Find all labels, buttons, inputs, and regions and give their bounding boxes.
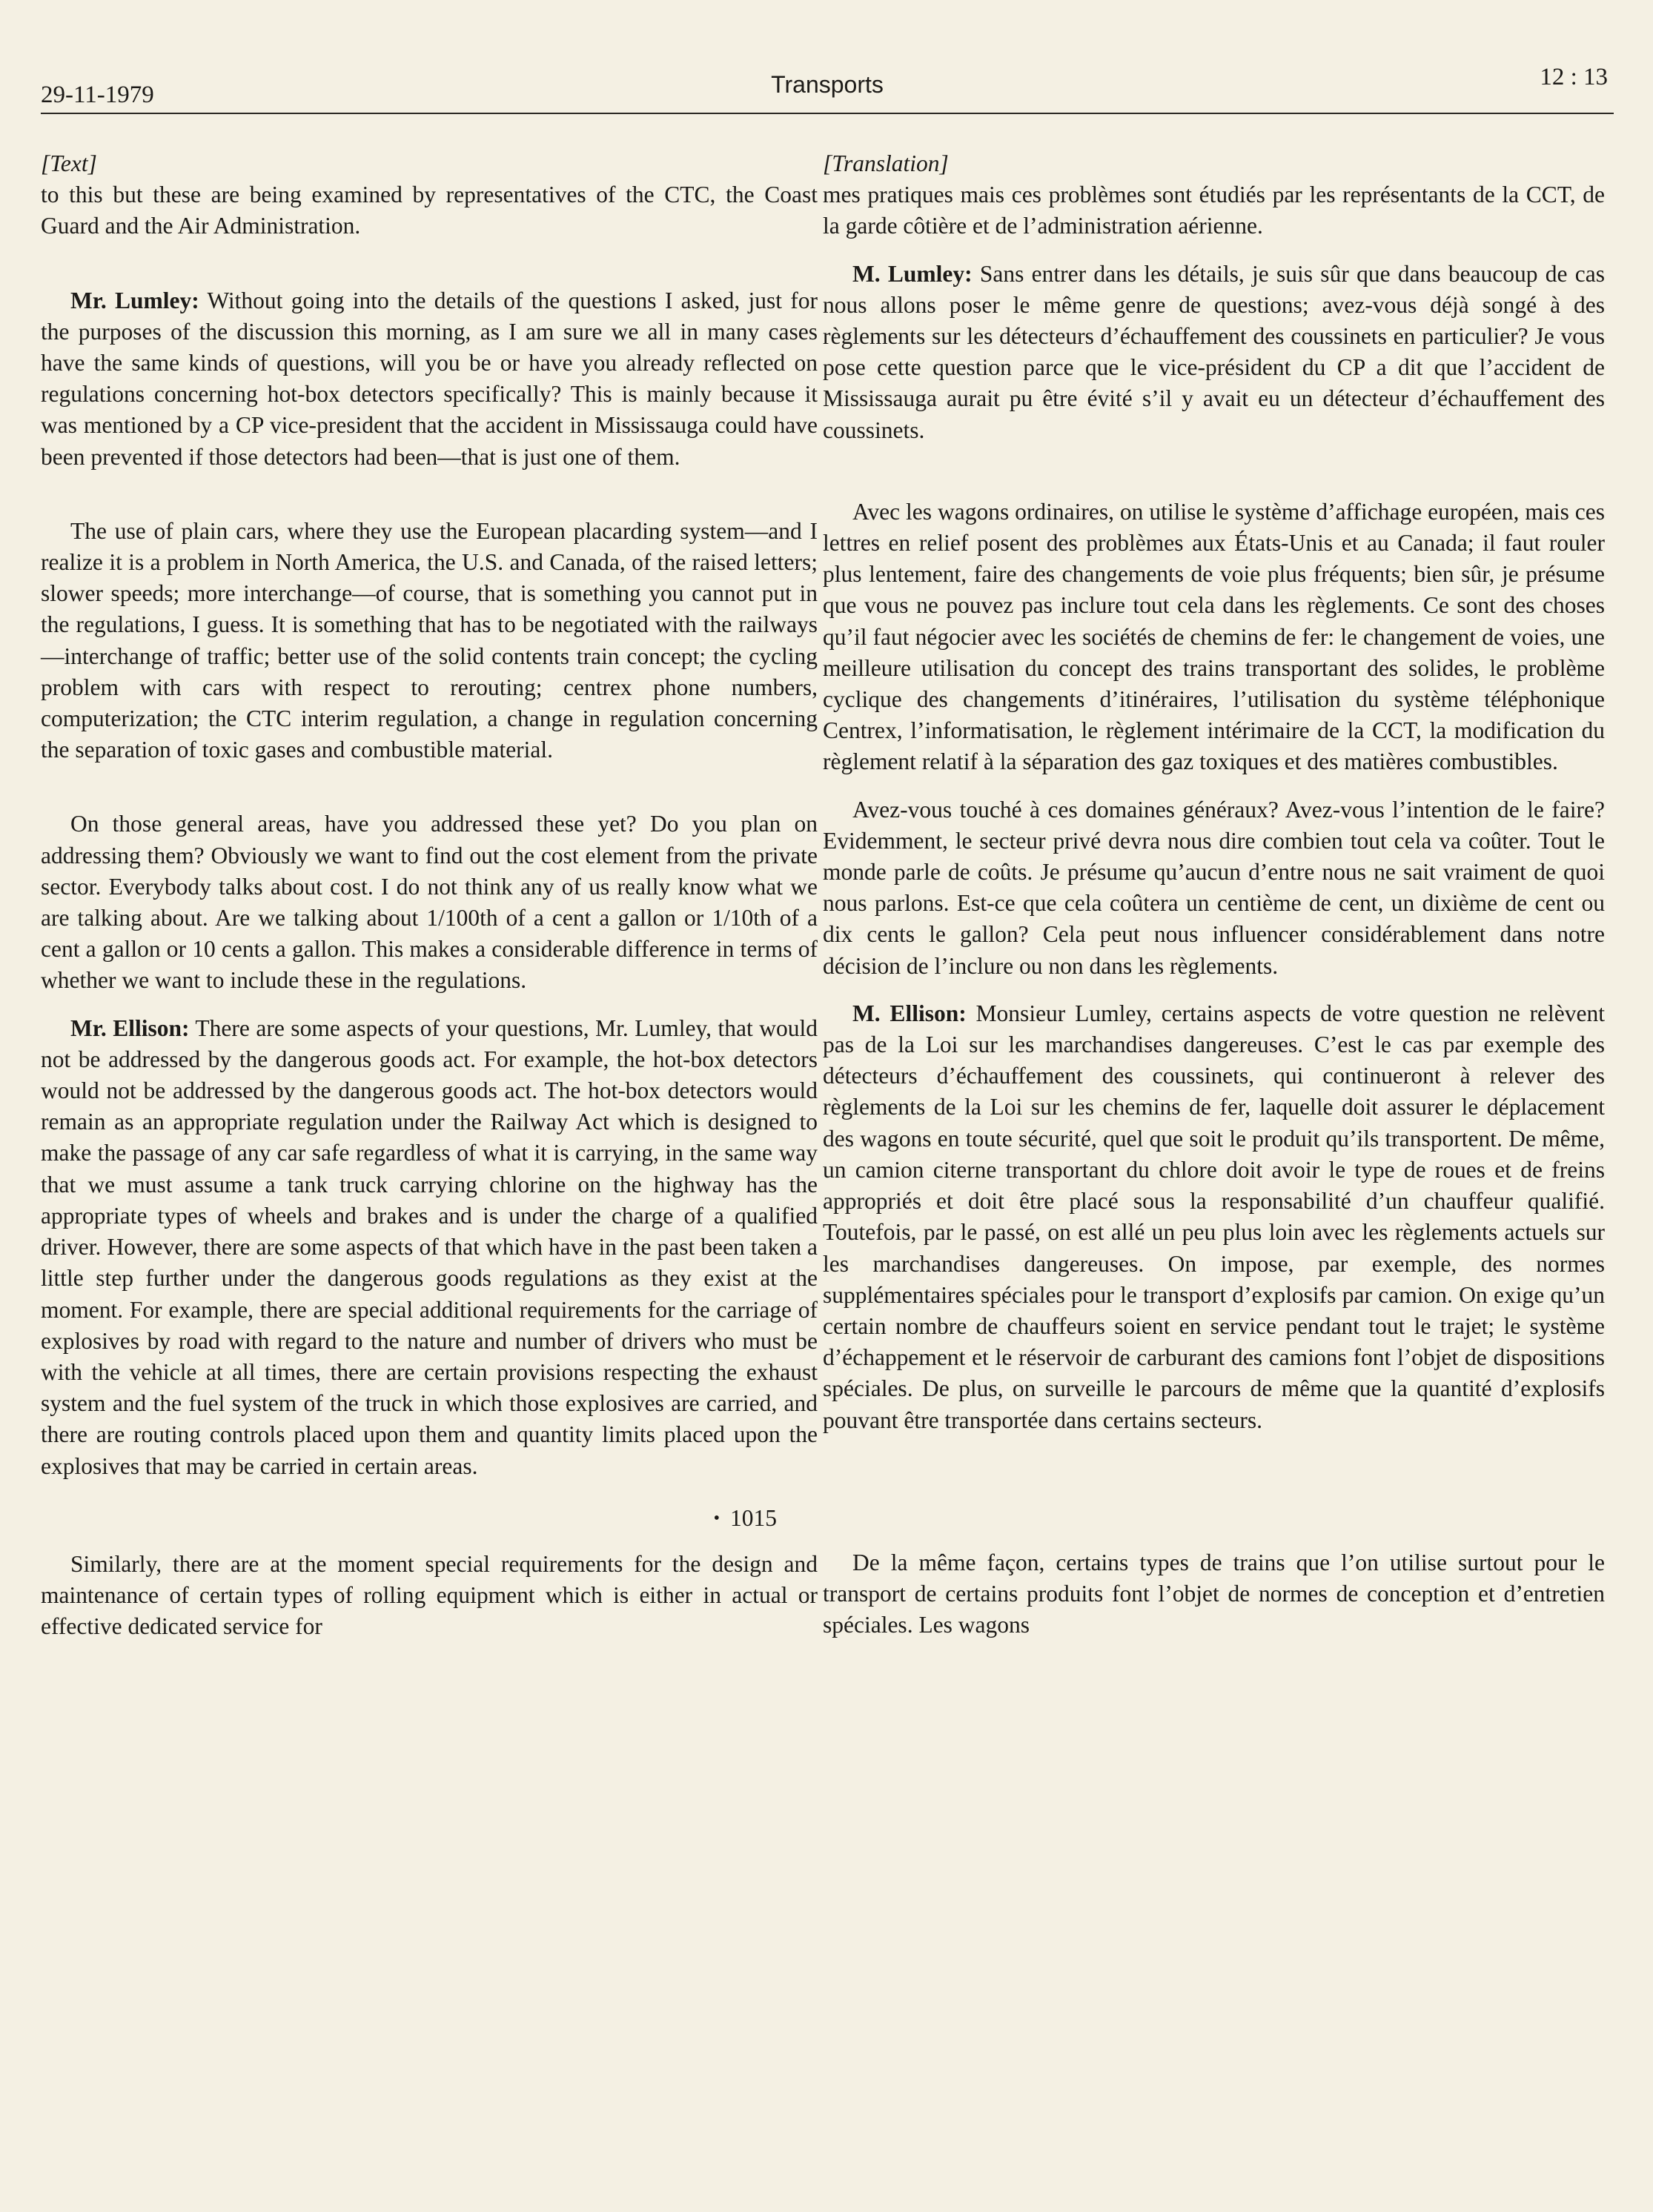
page-header bbox=[41, 64, 1614, 114]
timestamp-value: 1015 bbox=[730, 1504, 777, 1531]
speaker-name: M. Lumley: bbox=[852, 260, 973, 287]
paragraph-general-areas: Avez-vous touché à ces domaines généraux? Avez-vous l’intention de le faire? Evidemment, le secteur privé devra nous dire combien tout cela va coûter. Tout le monde parle de coûts. Je présume qu’aucun d’entre nous ne sait vraiment de quoi nous parlons. Est-ce que cela coûtera un centième de cent, un dixième de cent ou dix cents le gallon? Cela peut nous influencer considérablement dans notre décision de l’inclure ou non dans les règlements. bbox=[823, 796, 1605, 979]
right-column-french bbox=[823, 148, 1605, 1641]
header-running-title: Transports bbox=[771, 71, 884, 98]
header-page-number: 12 : 13 bbox=[1540, 64, 1608, 90]
paragraph-rolling-equipment: Similarly, there are at the moment special requirements for the design and maintenance of certain types of rolling equipment which is either in actual or effective dedicated service for bbox=[41, 1550, 818, 1640]
paragraph-continuation: mes pratiques mais ces problèmes sont étudiés par les représentants de la CCT, de la garde côtière et de l’administration aérienne. bbox=[823, 182, 1605, 239]
column-label-translation: [Translation] bbox=[823, 150, 949, 176]
paragraph-rolling-equipment: De la même façon, certains types de trains que l’on utilise surtout pour le transport de certains produits font l’objet de normes de conception et d’entretien spéciales. Les wagons bbox=[823, 1549, 1605, 1638]
paragraph-lumley bbox=[823, 259, 1605, 446]
speaker-name: Mr. Ellison: bbox=[70, 1014, 190, 1041]
speaker-name: M. Ellison: bbox=[852, 1000, 967, 1026]
speaker-name: Mr. Lumley: bbox=[70, 287, 199, 313]
speech-text: Sans entrer dans les détails, je suis sûr que dans beaucoup de cas nous allons poser le même genre de questions; avez-vous déjà songé à des règlements sur les détecteurs d’échauffement des coussinets en particulier? Je vous pose cette question parce que le vice-président du CP a dit que l’accident de Mississauga aurait pu être évité s’il y avait eu un détecteur d’échauffement des coussinets. bbox=[823, 260, 1606, 443]
left-column-english bbox=[41, 148, 818, 1643]
column-label-text: [Text] bbox=[41, 150, 97, 176]
speech-text: There are some aspects of your questions, Mr. Lumley, that would not be addressed by the dangerous goods act. For example, the hot-box detectors would not be addressed by the dangerous goods act. The hot-box detectors would remain as an appropriate regulation under the Railway Act which is designed to make the passage of any car safe regardless of what it is carrying, in the same way that we must assume a tank truck carrying chlorine on the highway has the appropriate types of wheels and brakes and is under the charge of a qualified driver. However, there are some aspects of that which have in the past been taken a little step further under the dangerous goods regulations as they exist at the moment. For example, there are special additional requirements for the carriage of explosives by road with regard to the nature and number of drivers who must be with the vehicle at all times, there are certain provisions respecting the exhaust system and the fuel system of the truck in which those explosives are carried, and there are routing controls placed upon them and quantity limits placed upon the explosives that may be carried in certain areas. bbox=[41, 1014, 818, 1479]
paragraph-ellison bbox=[41, 1013, 818, 1482]
speech-text: Without going into the details of the questions I asked, just for the purposes of the discussion this morning, as I am sure we all in many cases have the same kinds of questions, will you be or have you already reflected on regulations concerning hot-box detectors specifically? This is mainly because it was mentioned by a CP vice-president that the accident in Mississauga could have been prevented if those detectors had been—that is just one of them. bbox=[41, 287, 818, 470]
paragraph-continuation: to this but these are being examined by representatives of the CTC, the Coast Guard and the Air Administration. bbox=[41, 182, 818, 239]
paragraph-placarding: The use of plain cars, where they use the European placarding system—and I realize it is a problem in North America, the U.S. and Canada, of the raised letters; slower speeds; more interchange—of course, that is something you cannot put in the regulations, I guess. It is something that has to be negotiated with the railways—interchange of traffic; better use of the solid contents train concept; the cycling problem with cars with respect to rerouting; centrex phone numbers, computerization; the CTC interim regulation, a change in regulation concerning the separation of toxic gases and combustible material. bbox=[41, 517, 818, 763]
paragraph-lumley bbox=[41, 285, 818, 473]
header-date: 29-11-1979 bbox=[41, 82, 154, 108]
paragraph-ellison bbox=[823, 998, 1605, 1436]
paragraph-placarding: Avec les wagons ordinaires, on utilise le système d’affichage européen, mais ces lettres en relief posent des problèmes aux États-Unis et au Canada; il faut rouler plus lentement, faire des changements de voie plus fréquents; bien sûr, je présume que vous ne pouvez pas inclure tout cela dans les règlements. Ce sont des choses qu’il faut négocier avec les sociétés de chemins de fer: le changement de voies, une meilleure utilisation du concept des trains transportant des solides, le problème cyclique des changements d’itinéraires, l’utilisation du système téléphonique Centrex, l’informatisation, le règlement intérimaire de la CCT, la modification du règlement relatif à la séparation des gaz toxiques et des matières combustibles. bbox=[823, 498, 1605, 775]
timestamp-marker bbox=[41, 1503, 818, 1534]
speech-text: Monsieur Lumley, certains aspects de votre question ne relèvent pas de la Loi sur les marchandises dangereuses. C’est le cas par exemple des détecteurs d’échauffement des coussinets, qui continueront à relever des règlements de la Loi sur les chemins de fer, laquelle doit assurer le déplacement des wagons en toute sécurité, quel que soit le produit qu’ils transportent. De même, un camion citerne transportant du chlore doit avoir le type de roues et de freins appropriés et doit être placé sous la responsabilité d’un chauffeur qualifié. Toutefois, par le passé, on est allé un peu plus loin avec les règlements actuels sur les marchandises dangereuses. On impose, par exemple, des normes supplémentaires spéciales pour le transport d’explosifs par camion. On exige qu’un certain nombre de chauffeurs soient en service pendant tout le trajet; le système d’échappement et le réservoir de carburant des camions font l’objet de dispositions spéciales. De plus, on surveille le parcours de même que la quantité d’explosifs pouvant être transportée dans certains secteurs. bbox=[823, 1000, 1605, 1433]
bullet-icon: • bbox=[713, 1508, 720, 1528]
paragraph-general-areas: On those general areas, have you addressed these yet? Do you plan on addressing them? Obviously we want to find out the cost element from the private sector. Everybody talks about cost. I do not think any of us really know what we are talking about. Are we talking about 1/100th of a cent a gallon or 1/10th of a cent a gallon or 10 cents a gallon. This makes a considerable difference in terms of whether we want to include these in the regulations. bbox=[41, 811, 818, 994]
